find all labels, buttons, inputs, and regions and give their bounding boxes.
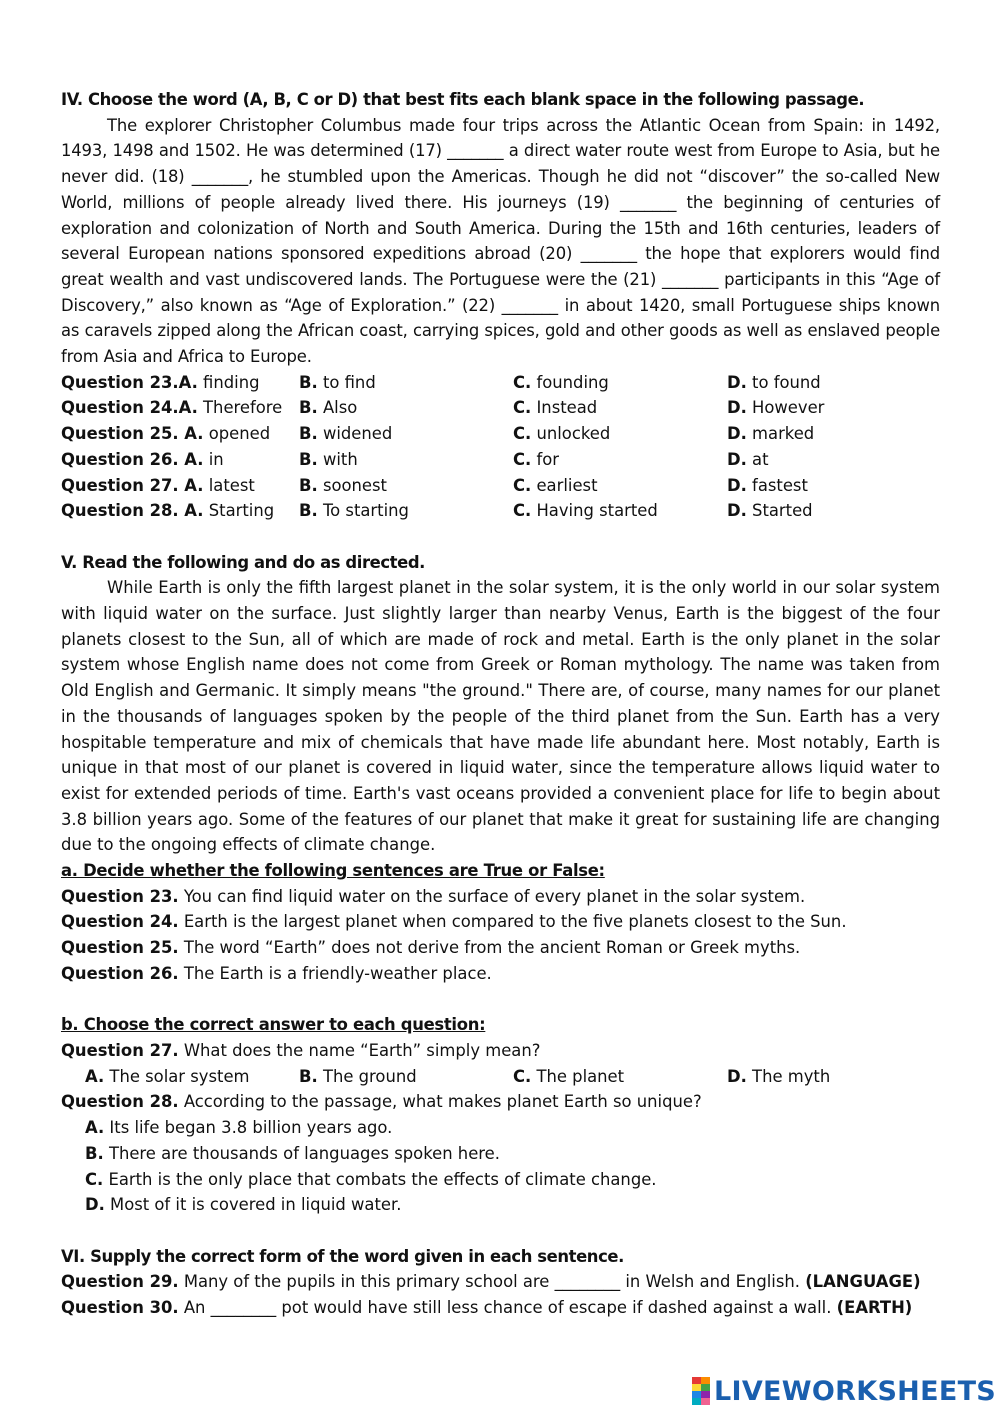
logo-mark-cell — [701, 1377, 710, 1384]
option-c: C. Earth is the only place that combats the effects of climate change. — [85, 1169, 657, 1189]
word-form-question: Question 30. An ________ pot would have still less chance of escape if dashed against a wall. (EARTH) — [61, 1298, 913, 1317]
question-row: Question 28. A. Starting B. To starting C. Having started D. Started — [61, 501, 813, 521]
option-b: B. The ground — [299, 1066, 417, 1086]
logo-mark-cell — [701, 1391, 710, 1398]
tf-question: Question 24. Earth is the largest planet when compared to the five planets closest to the Sun. — [61, 912, 847, 932]
worksheet-page — [61, 87, 940, 1321]
word-form-question: Question 29. Many of the pupils in this primary school are ________ in Welsh and English. (LANGUAGE) — [61, 1272, 921, 1292]
section-5-passage: While Earth is only the fifth largest planet in the solar system, it is the only world in our solar system with liquid water on the surface. Just slightly larger than nearby Venus, Earth is the biggest of the four planets closest to the Sun, all of which are made of rock and metal. Earth is the only planet in the solar system whose English name does not come from Greek or Roman mythology. The name was taken from Old English and Germanic. It simply means "the ground." There are, of course, many names for our planet in the thousands of languages spoken by the people of the third planet from the Sun. Earth has a very hospitable temperature and mix of chemicals that have made life abundant here. Most notably, Earth is unique in that most of our planet is covered in liquid water, since the temperature allows liquid water to exist for extended periods of time. Earth's vast oceans provided a convenient place for life to begin about 3.8 billion years ago. Some of the features of our planet that make it great for sustaining life are changing due to the ongoing effects of climate change. — [61, 578, 940, 855]
logo-mark-cell — [692, 1398, 701, 1405]
section-5-heading: V. Read the following and do as directed. — [61, 552, 425, 572]
question-row: Question 26. A. in B. with C. for D. at — [61, 449, 769, 469]
logo-mark-cell — [701, 1398, 710, 1405]
question-row: Question 25. A. opened B. widened C. unlocked D. marked — [61, 424, 815, 444]
mc-options-27 — [61, 1064, 940, 1090]
question-row: Question 23.A. finding B. to find C. founding D. to found — [61, 372, 821, 392]
section-6-heading: VI. Supply the correct form of the word given in each sentence. — [61, 1246, 624, 1266]
mc-question-27: Question 27. What does the name “Earth” simply mean? — [61, 1040, 541, 1060]
liveworksheets-logo — [692, 1373, 996, 1409]
tf-question: Question 26. The Earth is a friendly-weather place. — [61, 963, 492, 983]
part-b-heading: b. Choose the correct answer to each question: — [61, 1015, 486, 1035]
part-a-heading: a. Decide whether the following sentences are True or False: — [61, 861, 605, 881]
option-d: D. The myth — [727, 1066, 831, 1086]
option-a: A. Its life began 3.8 billion years ago. — [85, 1118, 393, 1138]
option-a: A. The solar system — [85, 1066, 250, 1086]
logo-mark-icon — [692, 1377, 710, 1405]
section-4-passage: The explorer Christopher Columbus made four trips across the Atlantic Ocean from Spain: in 1492, 1493, 1498 and 1502. He was determined (17) _______ a direct water route west from Europe to Asia, but he never did. (18) _______, he stumbled upon the Americas. Though he did not “discover” the so-called New World, millions of people already lived there. His journeys (19) _______ the beginning of centuries of exploration and colonization of North and South America. During the 15th and 16th centuries, leaders of several European nations sponsored expeditions abroad (20) _______ the hope that explorers would find great wealth and vast undiscovered lands. The Portuguese were the (21) _______ participants in this “Age of Discovery,” also known as “Age of Exploration.” (22) _______ in about 1420, small Portuguese ships known as caravels zipped along the African coast, carrying spices, gold and other goods as well as enslaved people from Asia and Africa to Europe. — [61, 115, 940, 367]
logo-mark-cell — [692, 1391, 701, 1398]
tf-question: Question 25. The word “Earth” does not derive from the ancient Roman or Greek myths. — [61, 938, 801, 958]
question-row: Question 27. A. latest B. soonest C. earliest D. fastest — [61, 475, 808, 495]
mc-question-28: Question 28. According to the passage, what makes planet Earth so unique? — [61, 1092, 702, 1112]
option-b: B. There are thousands of languages spoken here. — [85, 1143, 500, 1163]
option-d: D. Most of it is covered in liquid water. — [85, 1195, 402, 1215]
section-4-questions — [61, 370, 940, 524]
question-row: Question 24.A. Therefore B. Also C. Instead D. However — [61, 398, 825, 418]
section-4-heading: IV. Choose the word (A, B, C or D) that best fits each blank space in the following passage. — [61, 90, 865, 109]
tf-question: Question 23. You can find liquid water on the surface of every planet in the solar system. — [61, 886, 806, 906]
logo-text: LIVEWORKSHEETS — [714, 1375, 997, 1407]
option-c: C. The planet — [513, 1066, 625, 1086]
logo-mark-cell — [701, 1384, 710, 1391]
logo-mark-cell — [692, 1384, 701, 1391]
logo-mark-cell — [692, 1377, 701, 1384]
